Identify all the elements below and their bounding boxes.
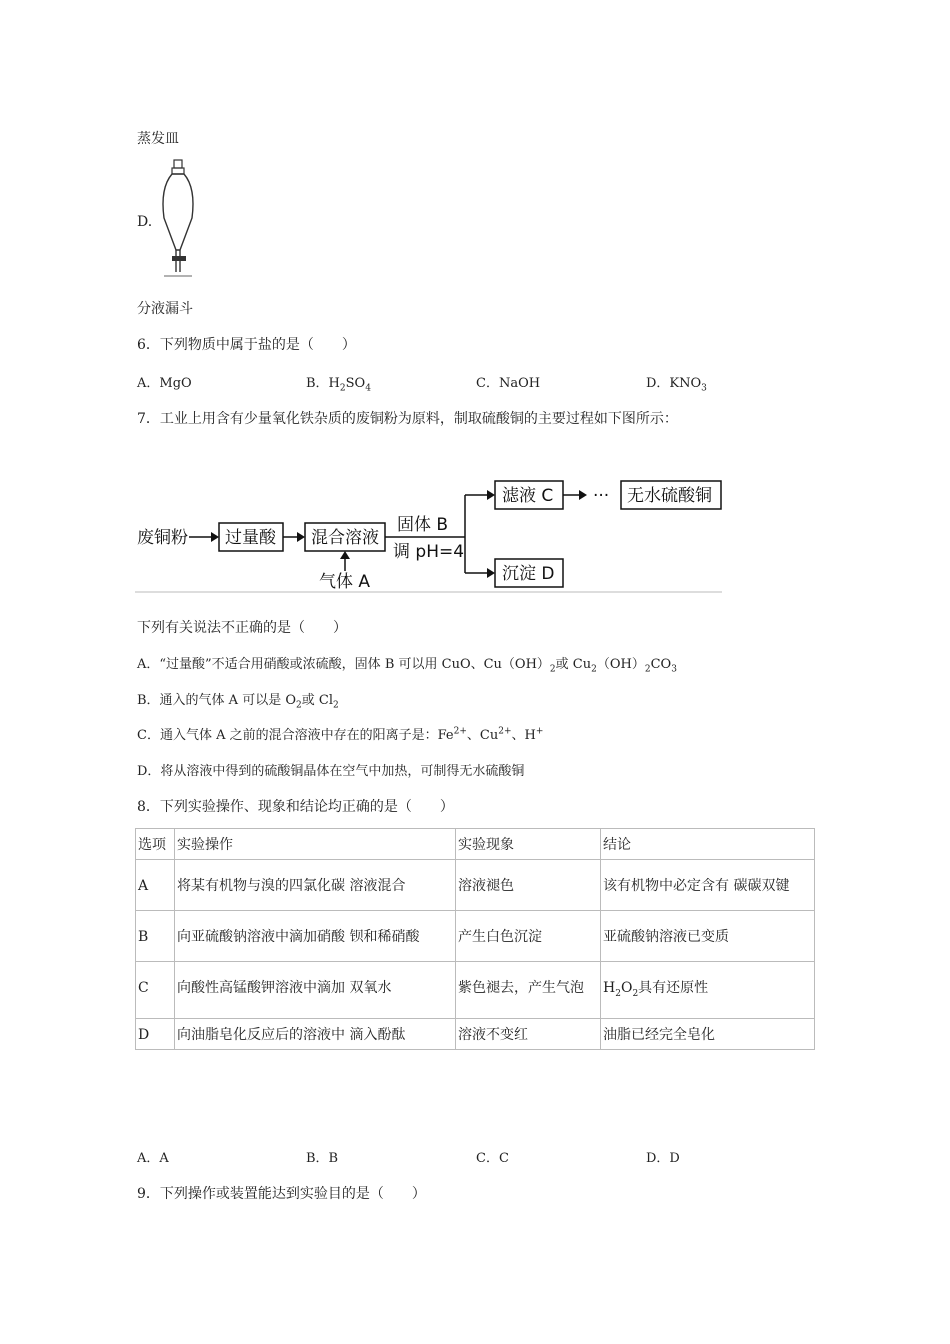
row-operation: 将某有机物与溴的四氯化碳 溶液混合 (175, 860, 456, 911)
table-row (136, 911, 815, 962)
table-row (136, 860, 815, 911)
row-phenomenon: 产生白色沉淀 (456, 911, 601, 962)
q7-option-c: C．通入气体 A 之前的混合溶液中存在的阳离子是：$Fe^{2+}$、$Cu^{2+}$、H+ (137, 726, 544, 743)
row-option: C (136, 962, 175, 1019)
flow-start-label: 废铜粉 (137, 528, 188, 548)
q8-stem: 8．下列实验操作、现象和结论均正确的是（ ） (137, 799, 454, 815)
q8-table (135, 828, 815, 1050)
flow-dots: ··· (593, 486, 610, 506)
q7-option-b: B．通入的气体 A 可以是 $O_2$或 $Cl_2$ (137, 693, 339, 711)
flow-ph-label: 调 pH=4 (393, 542, 465, 562)
row-conclusion: 油脂已经完全皂化 (601, 1018, 815, 1049)
separatory-funnel-image (158, 158, 198, 280)
row-operation: 向酸性高锰酸钾溶液中滴加 双氧水 (175, 962, 456, 1019)
row-conclusion: 该有机物中必定含有 碳碳双键 (601, 860, 815, 911)
q6-option-b: B．$H_2SO_4$ (306, 376, 371, 394)
header-phenomenon: 实验现象 (456, 829, 601, 860)
q7-option-d: D．将从溶液中得到的硫酸铜晶体在空气中加热，可制得无水硫酸铜 (137, 764, 525, 779)
evaporating-dish-label: 蒸发皿 (137, 131, 179, 147)
header-operation: 实验操作 (175, 829, 456, 860)
row-option: A (136, 860, 175, 911)
table-header-row (136, 829, 815, 860)
flow-product-label: 无水硫酸铜 (627, 486, 712, 506)
row-phenomenon: 溶液褪色 (456, 860, 601, 911)
row-phenomenon: 紫色褪去，产生气泡 (456, 962, 601, 1019)
row-option: D (136, 1018, 175, 1049)
q7-stem: 7．工业上用含有少量氧化铁杂质的废铜粉为原料，制取硫酸铜的主要过程如下图所示： (137, 411, 678, 427)
flow-box-mixture-label: 混合溶液 (311, 528, 379, 548)
option-d-letter: D. (137, 214, 153, 230)
flow-solid-label: 固体 B (397, 515, 449, 535)
row-conclusion: $H_2O_2$具有还原性 (601, 962, 815, 1019)
table-row (136, 1018, 815, 1049)
q6-option-a: A．MgO (137, 376, 192, 391)
q8-option-c: C．C (476, 1151, 509, 1166)
row-operation: 向亚硫酸钠溶液中滴加硝酸 钡和稀硝酸 (175, 911, 456, 962)
flow-precipitate-label: 沉淀 D (502, 564, 555, 584)
q6-option-d: D．$KNO_3$ (646, 376, 707, 394)
q8-option-b: B．B (306, 1151, 339, 1166)
header-option: 选项 (136, 829, 175, 860)
flow-box-acid-label: 过量酸 (225, 528, 276, 548)
row-phenomenon: 溶液不变红 (456, 1018, 601, 1049)
q9-stem: 9．下列操作或装置能达到实验目的是（ ） (137, 1186, 426, 1202)
q6-option-c: C．NaOH (476, 376, 541, 391)
q7-option-a: A．“过量酸”不适合用硝酸或浓硫酸，固体 B 可以用 CuO、$Cu(OH)_2$或 $Cu_2(OH)_2CO_3$ (137, 657, 677, 675)
separatory-funnel-label: 分液漏斗 (137, 301, 193, 317)
row-conclusion: 亚硫酸钠溶液已变质 (601, 911, 815, 962)
process-flow-diagram (135, 475, 725, 595)
q8-option-d: D．D (646, 1151, 680, 1166)
row-operation: 向油脂皂化反应后的溶液中 滴入酚酞 (175, 1018, 456, 1049)
q7-question: 下列有关说法不正确的是（ ） (137, 620, 347, 636)
q8-option-a: A．A (137, 1151, 169, 1166)
flow-gas-label: 气体 A (319, 572, 371, 592)
table-row (136, 962, 815, 1019)
header-conclusion: 结论 (601, 829, 815, 860)
q6-stem: 6．下列物质中属于盐的是（ ） (137, 337, 356, 353)
row-option: B (136, 911, 175, 962)
flow-filtrate-label: 滤液 C (502, 486, 554, 506)
